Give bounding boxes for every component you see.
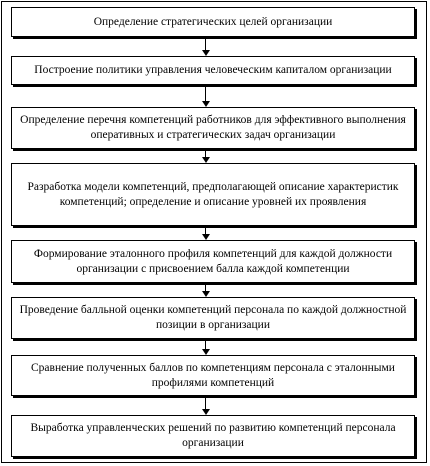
arrow-7-to-8	[202, 397, 210, 415]
step-4-competency-model: Разработка модели компетенций, предполагающей описание характеристик компетенций; определение и описание уровней их проявления	[11, 163, 415, 226]
step-6-score-assessment: Проведение балльной оценки компетенций персонала по каждой должностной позиции в организации	[11, 297, 415, 339]
arrow-2-to-3	[202, 86, 210, 107]
step-2-human-capital-policy: Построение политики управления человеческим капиталом организации	[11, 56, 415, 85]
arrow-4-to-5	[202, 227, 210, 240]
diagram-frame	[1, 1, 427, 463]
step-7-compare-scores: Сравнение полученных баллов по компетенциям персонала с эталонными профилями компетенций	[11, 355, 415, 396]
arrow-3-to-4	[202, 150, 210, 163]
arrow-1-to-2	[202, 38, 210, 56]
step-5-reference-profile: Формирование эталонного профиля компетенций для каждой должности организации с присвоением балла каждой компетенции	[11, 240, 415, 283]
step-3-competency-list: Определение перечня компетенций работников для эффективного выполнения оперативных и стратегических задач организации	[11, 107, 415, 149]
step-1-define-strategic-goals: Определение стратегических целей организации	[11, 7, 415, 37]
arrow-5-to-6	[202, 284, 210, 297]
arrow-6-to-7	[202, 340, 210, 355]
step-8-management-decisions: Выработка управленческих решений по развитию компетенций персонала организации	[11, 415, 415, 457]
